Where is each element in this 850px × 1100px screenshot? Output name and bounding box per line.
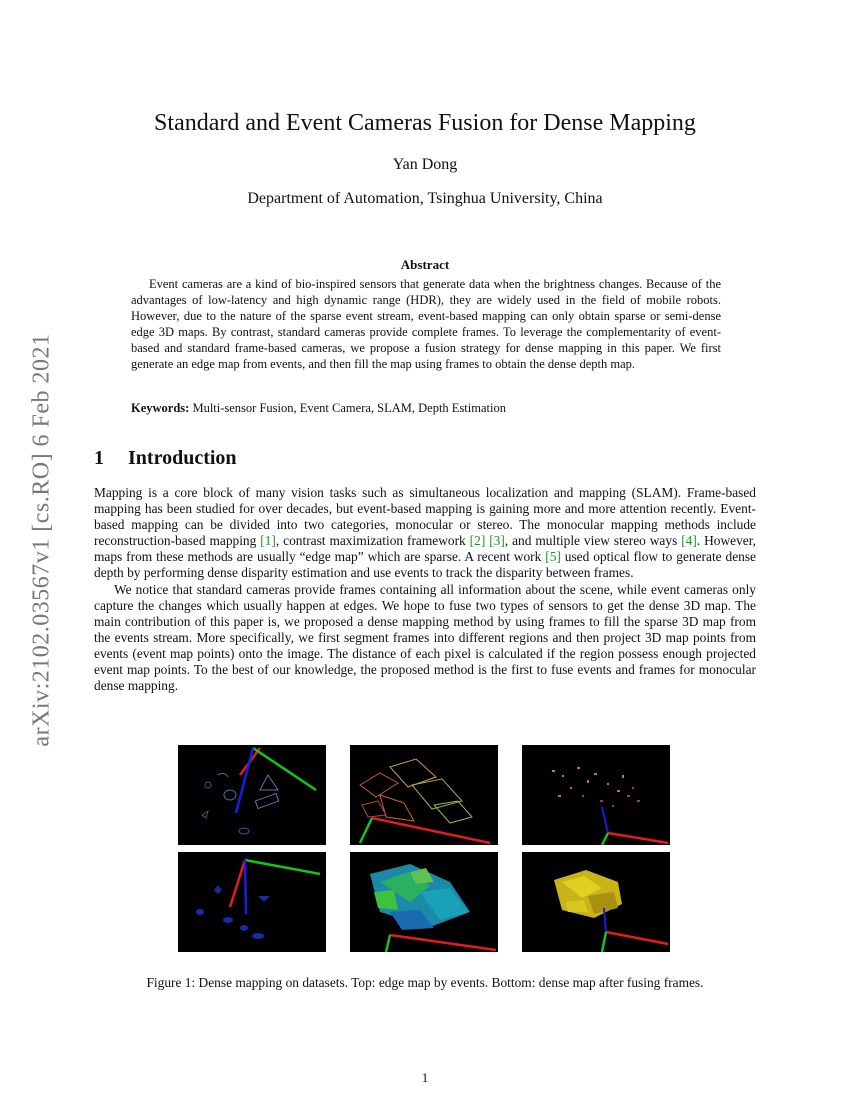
section-number: 1 [94,447,104,469]
intro-text: used optical flow to generate dense depth by performing dense disparity estimation and use events to track the disparity between frames. [94,549,756,581]
keywords-text: Multi-sensor Fusion, Event Camera, SLAM, Depth Estimation [192,401,506,415]
page-number: 1 [421,1070,429,1085]
figure-panel-bottom-left [178,852,326,952]
keywords-label: Keywords: [131,401,190,415]
figure-caption: Figure 1: Dense mapping on datasets. Top: edge map by events. Bottom: dense map after fusing frames. [146,975,704,990]
citation-link[interactable]: [4] [681,533,697,549]
intro-text: , contrast maximization framework [275,533,470,549]
intro-paragraph-1 [94,485,756,582]
figure-panel-bottom-middle [350,852,498,952]
section-heading [94,447,237,470]
citation-link[interactable]: [5] [545,549,561,565]
intro-text: Mapping is a core block of many vision tasks such as simultaneous localization and mapping (SLAM). Frame-based mapping has been studied for over decades, but event-based mapping is gaining more and more attention recently. Event-based mapping can be divided into two categories, monocular or stereo. The monocular mapping methods include reconstruction-based mapping [94,485,756,549]
intro-text: . However, maps from these methods are usually “edge map” which are sparse. A recent work [94,533,756,565]
citation-link[interactable]: [1] [260,533,276,549]
paper-title: Standard and Event Cameras Fusion for Dense Mapping [154,110,696,136]
arxiv-stamp: arXiv:2102.03567v1 [cs.RO] 6 Feb 2021 [28,333,55,747]
figure-panel-bottom-right [522,852,670,952]
section-title: Introduction [128,447,237,469]
figure-panel-top-left [178,745,326,845]
citation-link[interactable]: [2] [469,533,486,549]
abstract-heading: Abstract [400,257,450,272]
author-affiliation: Department of Automation, Tsinghua University, China [247,190,603,207]
citation-link[interactable]: [3] [489,533,505,549]
author-name: Yan Dong [392,156,458,173]
figure-panel-top-middle [350,745,498,845]
keywords [131,401,721,416]
figure-panel-top-right [522,745,670,845]
intro-paragraph-2: We notice that standard cameras provide frames containing all information about the scene, while event cameras only capture the changes which usually happen at edges. We hope to fuse two types of sensors to get the dense 3D map. The main contribution of this paper is, we proposed a dense mapping method by using frames to fill the sparse 3D map from the events stream. More specifically, we first segment frames into different regions and then project 3D map points from events (event map points) onto the image. The distance of each pixel is calculated if the region possess enough projected event map points. To the best of our knowledge, the proposed method is the first to fuse events and frames for monocular dense mapping. [94,581,756,694]
abstract-text: Event cameras are a kind of bio-inspired sensors that generate data when the brightness changes. Because of the advantages of low-latency and high dynamic range (HDR), they are widely used in the field of mobile robots. However, due to the nature of the sparse event stream, event-based mapping can only obtain sparse or semi-dense edge 3D maps. By contrast, standard cameras provide complete frames. To leverage the complementarity of event-based and standard frame-based cameras, we propose a fusion strategy for dense mapping in this paper. We first generate an edge map from events, and then fill the map using frames to obtain the dense depth map. [131,277,721,371]
intro-text: , and multiple view stereo ways [504,533,682,549]
introduction-body [94,485,756,694]
